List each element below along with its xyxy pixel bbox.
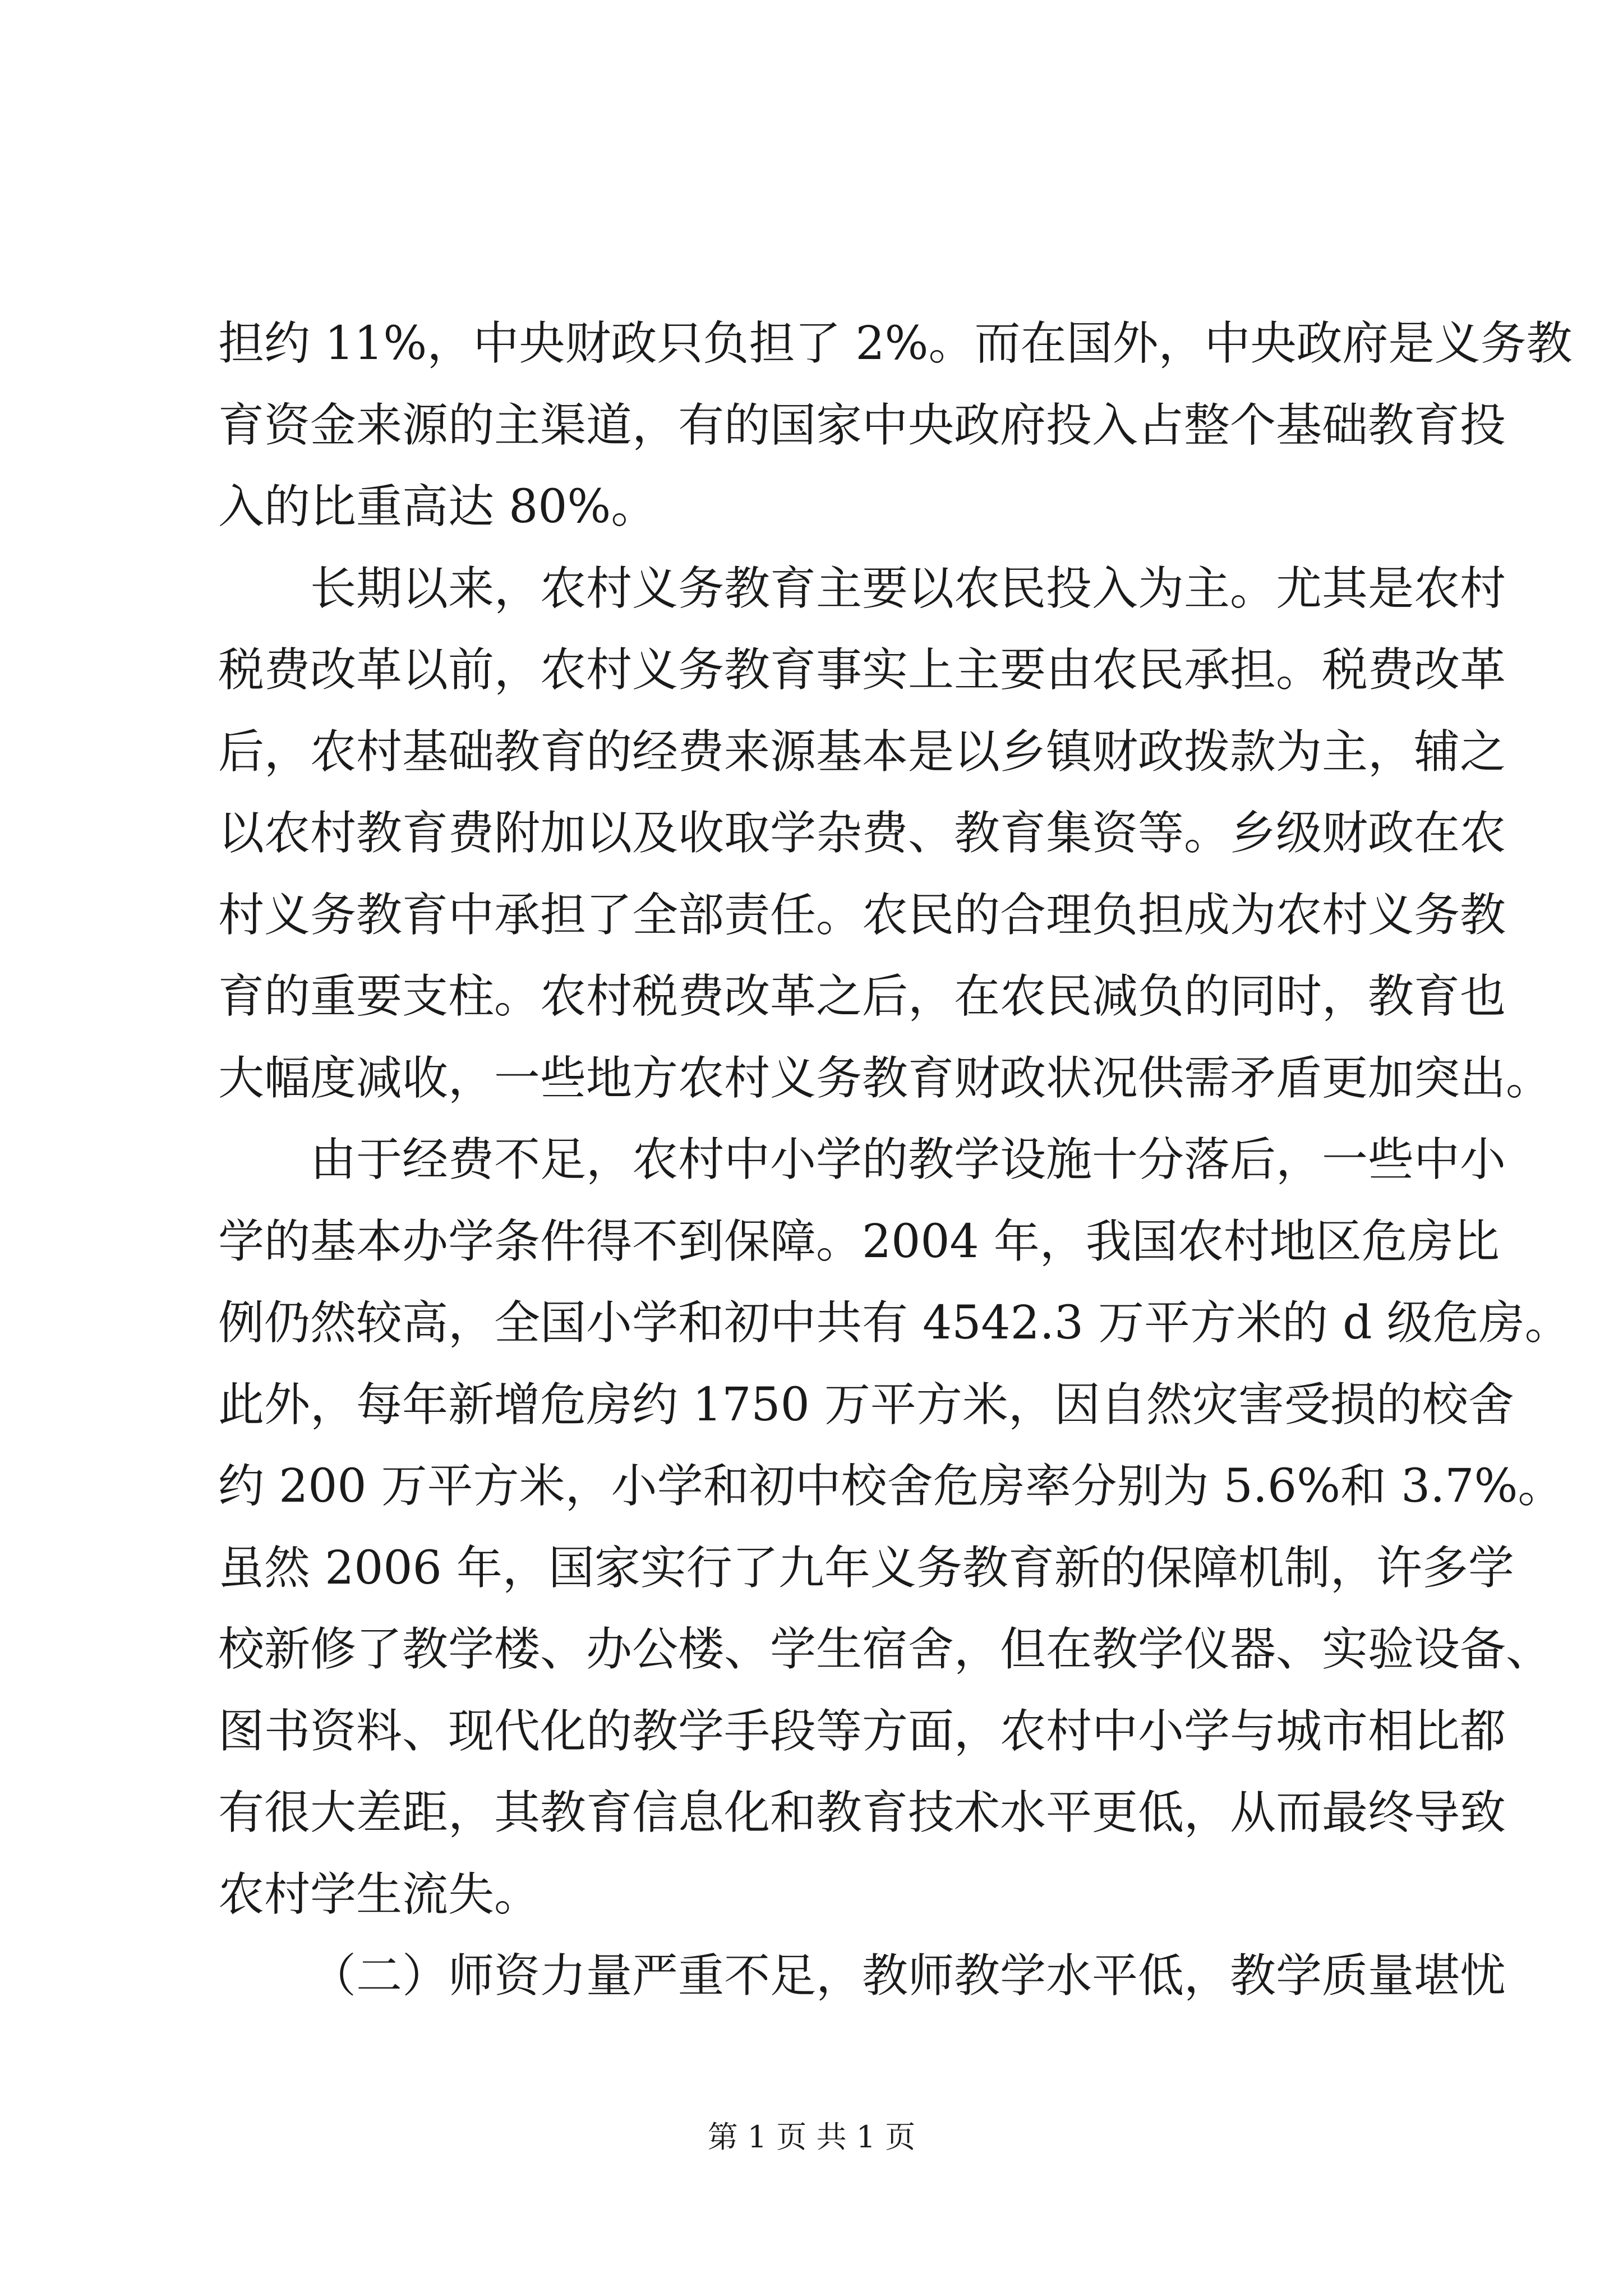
text-line: 长期以来，农村义务教育主要以农民投入为主。尤其是农村 <box>310 562 1506 615</box>
text-line: 此外，每年新增危房约 1750 万平方米，因自然灾害受损的校舍 <box>218 1378 1514 1432</box>
text-line: 例仍然较高，全国小学和初中共有 4542.3 万平方米的 d 级危房。 <box>218 1296 1571 1350</box>
paragraph-1 <box>218 303 1573 548</box>
text-line: 图书资料、现代化的教学手段等方面，农村中小学与城市相比都 <box>218 1704 1506 1758</box>
text-line: 育资金来源的主渠道，有的国家中央政府投入占整个基础教育投 <box>218 398 1506 452</box>
text-line: 税费改革以前，农村义务教育事实上主要由农民承担。税费改革 <box>218 643 1506 697</box>
document-body <box>218 303 1573 2017</box>
text-line: 农村学生流失。 <box>218 1867 541 1921</box>
text-line: 校新修了教学楼、办公楼、学生宿舍，但在教学仪器、实验设备、 <box>218 1623 1552 1676</box>
text-line: 以农村教育费附加以及收取学杂费、教育集资等。乡级财政在农 <box>218 807 1506 860</box>
page-number-label: 第 1 页 共 1 页 <box>707 2119 916 2155</box>
text-line: 村义务教育中承担了全部责任。农民的合理负担成为农村义务教 <box>218 888 1506 942</box>
text-line: 由于经费不足，农村中小学的教学设施十分落后，一些中小 <box>310 1133 1506 1186</box>
text-line: 后，农村基础教育的经费来源基本是以乡镇财政拨款为主，辅之 <box>218 725 1506 779</box>
text-line: 约 200 万平方米，小学和初中校舍危房率分别为 5.6%和 3.7%。 <box>218 1460 1564 1513</box>
text-line: 育的重要支柱。农村税费改革之后，在农民减负的同时，教育也 <box>218 970 1506 1023</box>
text-line: 大幅度减收，一些地方农村义务教育财政状况供需矛盾更加突出。 <box>218 1051 1552 1105</box>
text-line: 入的比重高达 80%。 <box>218 480 657 533</box>
text-line: （二）师资力量严重不足，教师教学水平低，教学质量堪忧 <box>310 1949 1506 2003</box>
text-line: 虽然 2006 年，国家实行了九年义务教育新的保障机制，许多学 <box>218 1541 1514 1595</box>
page-footer <box>0 2118 1623 2157</box>
text-line: 担约 11%，中央财政只负担了 2%。而在国外，中央政府是义务教 <box>218 317 1573 370</box>
section-heading <box>218 1935 1506 2017</box>
text-line: 学的基本办学条件得不到保障。2004 年，我国农村地区危房比 <box>218 1214 1500 1268</box>
text-line: 有很大差距，其教育信息化和教育技术水平更低，从而最终导致 <box>218 1786 1506 1839</box>
paragraph-2 <box>218 548 1552 1120</box>
paragraph-3 <box>218 1119 1571 1935</box>
